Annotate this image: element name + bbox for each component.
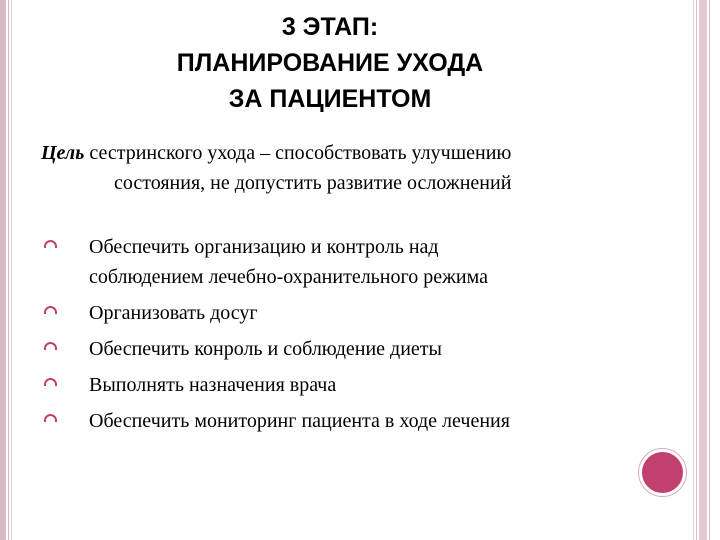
goal-text-1: сестринского ухода – способствовать улучшению [89, 142, 512, 164]
arch-bullet-icon [44, 240, 57, 248]
goal-line-2: состояния, не допустить развитие осложнений [114, 172, 512, 194]
task-list [44, 232, 664, 442]
list-item [44, 406, 664, 436]
list-item-text: Обеспечить конроль и соблюдение диеты [89, 338, 442, 360]
left-border-line-inner [11, 0, 12, 540]
list-item-line-1: Обеспечить организацию и контроль над [89, 236, 439, 258]
list-item [44, 232, 664, 292]
list-item-text: Обеспечить мониторинг пациента в ходе лечения [89, 410, 510, 432]
right-border-line [696, 0, 697, 540]
list-item [44, 334, 664, 364]
goal-line-1 [41, 138, 661, 168]
list-item-text: Выполнять назначения врача [89, 374, 337, 396]
title-line-3: ЗА ПАЦИЕНТОМ [228, 85, 432, 113]
arch-bullet-icon [44, 342, 57, 350]
list-item-text: Организовать досуг [89, 302, 258, 324]
left-border-line [8, 0, 9, 540]
goal-statement [41, 138, 661, 198]
circle-decoration [639, 449, 686, 496]
right-border-band [699, 0, 707, 540]
right-border-line-inner [693, 0, 694, 540]
list-item [44, 370, 664, 400]
title-line-1: 3 ЭТАП: [281, 13, 379, 41]
goal-label: Цель [41, 142, 85, 164]
title-line-2: ПЛАНИРОВАНИЕ УХОДА [176, 49, 484, 77]
list-item [44, 298, 664, 328]
arch-bullet-icon [44, 306, 57, 314]
left-border-band [0, 0, 6, 540]
page-title [120, 9, 540, 117]
right-border-outer-line [709, 0, 710, 540]
arch-bullet-icon [44, 378, 57, 386]
list-item-line-2: соблюдением лечебно-охранительного режима [89, 266, 488, 288]
arch-bullet-icon [44, 414, 57, 422]
